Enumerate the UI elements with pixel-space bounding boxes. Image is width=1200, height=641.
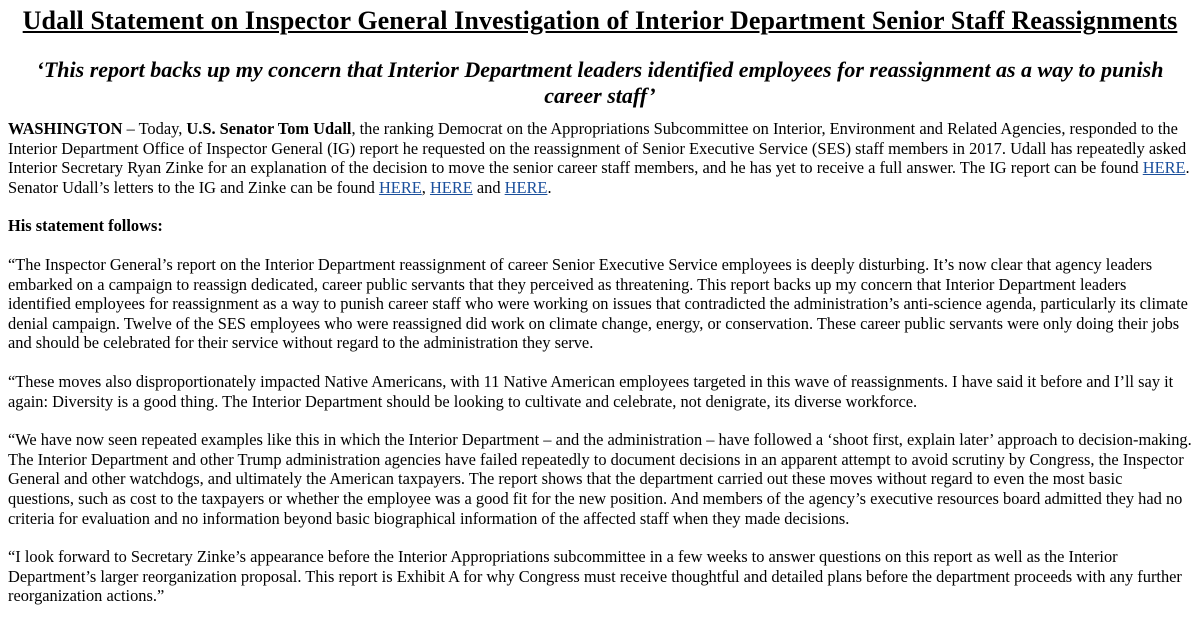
ig-report-link[interactable]: HERE (1142, 158, 1186, 178)
intro-end: . (547, 177, 552, 197)
intro-paragraph (8, 119, 1192, 197)
statement-label: His statement follows: (8, 216, 163, 236)
statement-paragraph-2: “These moves also disproportionately impacted Native Americans, with 11 Native American employees targeted in this wave of reassignments. I have said it before and I’ll say it again: Diversity is a good thing. The Interior Department should be looking to cultivate and celebrate, not denigrate, its diverse workforce. (8, 371, 1174, 411)
letter-link-2[interactable]: HERE (429, 177, 473, 197)
intro-dash: – Today, (122, 119, 187, 138)
letter-link-1[interactable]: HERE (378, 177, 422, 197)
intro-text-2: . Senator Udall’s letters to the IG and Zinke can be found (8, 158, 1190, 197)
senator-name: U.S. Senator Tom Udall (186, 119, 352, 138)
intro-sep-2: and (472, 177, 505, 197)
letter-link-3[interactable]: HERE (504, 177, 548, 197)
headline: Udall Statement on Inspector General Investigation of Interior Department Senior Staff Reassignments (22, 6, 1178, 35)
statement-paragraph-4: “I look forward to Secretary Zinke’s appearance before the Interior Appropriations subcommittee in a few weeks to answer questions on this report as well as the Interior Department’s larger reorganization proposal. This report is Exhibit A for why Congress must receive thoughtful and detailed plans before the department proceeds with any further reorganization actions.” (8, 547, 1182, 606)
statement-paragraph-3: “We have now seen repeated examples like this in which the Interior Department – and the administration – have followed a ‘shoot first, explain later’ approach to decision-making. The Interior Department and other Trump administration agencies have failed repeatedly to document decisions in an apparent attempt to avoid scrutiny by Congress, the Inspector General and other watchdogs, and ultimately the American taxpayers. The report shows that the department carried out these moves without regard to even the most basic questions, such as cost to the taxpayers or whether the employee was a good fit for the new position. And members of the agency’s executive resources board admitted they had no criteria for evaluation and no information beyond basic biographical information of the affected staff when they made decisions. (8, 430, 1192, 528)
statement-paragraph-1: “The Inspector General’s report on the Interior Department reassignment of career Senior Executive Service employees is deeply disturbing. It’s now clear that agency leaders embarked on a campaign to reassign dedicated, career public servants that they perceived as threatening. This report backs up my concern that Interior Department leaders identified employees for reassignment as a way to punish career staff who were working on issues that contradicted the administration’s anti-science agenda, particularly its climate denial campaign. Twelve of the SES employees who were reassigned did work on climate change, energy, or conservation. These career public servants were only doing their jobs and should be celebrated for their service without regard to the administration they serve. (8, 254, 1188, 353)
intro-sep-1: , (421, 177, 430, 197)
intro-text: , the ranking Democrat on the Appropriations Subcommittee on Interior, Environment and Related Agencies, responded to the Interior Department Office of Inspector General (IG) report he requested on the reassignment of Senior Executive Service (SES) staff members in 2017. Udall has repeatedly asked Interior Secretary Ryan Zinke for an explanation of the decision to move the senior career staff members, and he has yet to receive a full answer. The IG report can be found (8, 119, 1187, 178)
subheadline: ‘This report backs up my concern that Interior Department leaders identified employees for reassignment as a way to punish career staff’ (36, 57, 1164, 108)
dateline: WASHINGTON (8, 119, 123, 138)
